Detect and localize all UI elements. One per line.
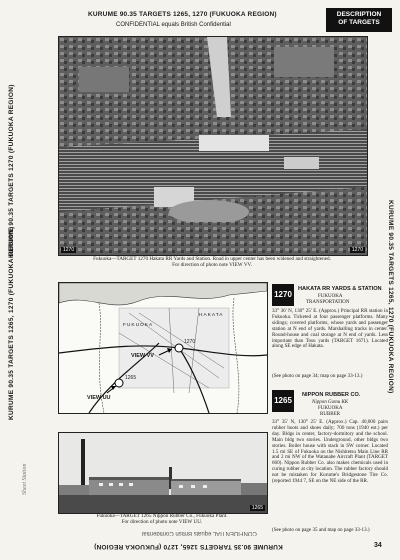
sheet-stamp: Sheet Station: [22, 463, 28, 495]
target-1270-description: 33° 36' N, 130° 25' E. (Approx.) Principal RR station in Fukuoka. Ticketed at four passenger platforms. Many sidings; covered platforms, whose yards and passenger station at N end of yards. Marshalling tracks in center. Round-house and coal storage at N end of yards. Less important than Tosu yards (TARGET 1671). Located along SE edge of Hakata.: [272, 308, 388, 350]
map-target-1270-label: 1270: [184, 339, 196, 345]
target-1265-city: FUKUOKA: [318, 406, 343, 411]
footer-confidential: CONFIDENTIAL equals British Confidential: [142, 530, 257, 536]
aerial-photo-image: [59, 37, 367, 255]
target-1265-reference: (See photo on page 35 and map on page 33-13.): [272, 527, 370, 533]
target-1265-japanese-name: Nippon Gomu KK: [312, 400, 349, 405]
photo1-corner-left: 1270: [63, 247, 75, 253]
target-1265-category: RUBBER: [320, 412, 341, 417]
photo1-caption: [58, 256, 366, 268]
target-1265-number-box: 1265: [272, 390, 294, 412]
photo1-caption-line1: Fukuoka—TARGET 1270 Hakata RR Yards and Station. Road in upper center has been widened and straightened.: [93, 256, 331, 262]
side-label-left-upper: KURUME 90.35 TARGETS 1270 (FUKUOKA REGION): [8, 84, 15, 258]
map-target-1265-label: 1265: [125, 375, 137, 381]
target-1270-reference: (See photo on page 34; map on page 33-13.): [272, 373, 363, 379]
photo2-corner: 1265: [251, 505, 263, 511]
photo2-caption-line2: For direction of photo note VIEW UU.: [121, 519, 203, 526]
photo2-caption: [58, 513, 266, 525]
side-label-right-upper: KURUME 90.35 TARGETS 1265, 1270 (FUKUOKA REGION): [387, 200, 394, 394]
map-view-vv-label: VIEW VV: [131, 353, 154, 359]
target-1270-number-box: 1270: [272, 284, 294, 306]
map-view-uu-label: VIEW UU: [87, 395, 111, 401]
ground-photo-nippon-rubber: [58, 432, 268, 514]
page-number: 34: [374, 542, 382, 549]
target-1270-category: TRANSPORTATION: [306, 300, 350, 305]
photo2-caption-line1: Fukuoka—TARGET 1265 Nippon Rubber Co., Fukuoka Plant.: [96, 513, 228, 519]
footer-title: KURUME 90.35 TARGETS 1265, 1270 (FUKUOKA REGION): [94, 543, 283, 550]
aerial-photo-hakata-yards: [58, 36, 368, 256]
map-place-fukuoka: FUKUOKA: [123, 323, 154, 328]
description-badge: [326, 8, 392, 32]
target-1265-name: NIPPON RUBBER CO.: [302, 392, 361, 398]
target-1270-city: FUKUOKA: [318, 294, 343, 299]
ground-photo-image: [59, 433, 267, 513]
target-location-map: [58, 282, 268, 414]
map-drawing: [59, 283, 267, 413]
badge-line-2: OF TARGETS: [338, 19, 380, 26]
photo1-caption-line2: For direction of photo note VIEW VV.: [172, 262, 252, 269]
header-title: KURUME 90.35 TARGETS 1265, 1270 (FUKUOKA REGION): [88, 11, 277, 18]
photo1-corner-right: 1270: [351, 247, 363, 253]
map-place-hakata: HAKATA: [199, 313, 224, 318]
badge-line-1: DESCRIPTION: [336, 11, 382, 18]
side-label-left-lower: KURUME 90.35 TARGETS 1265, 1270 (FUKUOKA REGION): [8, 226, 15, 420]
header-confidential: CONFIDENTIAL equals British Confidential: [116, 22, 231, 28]
target-1270-name: HAKATA RR YARDS & STATION: [298, 286, 382, 292]
target-1265-description: 33° 35' N, 130° 25' E. (Approx.) Cap. 40,000 pairs rubber boots and shoes daily; 700 tons (1940 est.) per day. Bldgs in center, factory-dormitory and the school. Main bldg two stories. Underground, other bldgs two stories. Boiler house with stack in SW corner. Located 1.5 mi SE of Fukuoka on the Nishitetsu Main Line RR and 2 mi NW of the Watanabe Aircraft Plant (TARGET 660). Nippon Rubber Co. also makes chemicals used in curing rubber at city location. The rubber factory should not be mistaken for Kurume's Bridgestone Tire Co. (reported 1944 7, SE on the NE side of the RR.: [272, 419, 388, 485]
